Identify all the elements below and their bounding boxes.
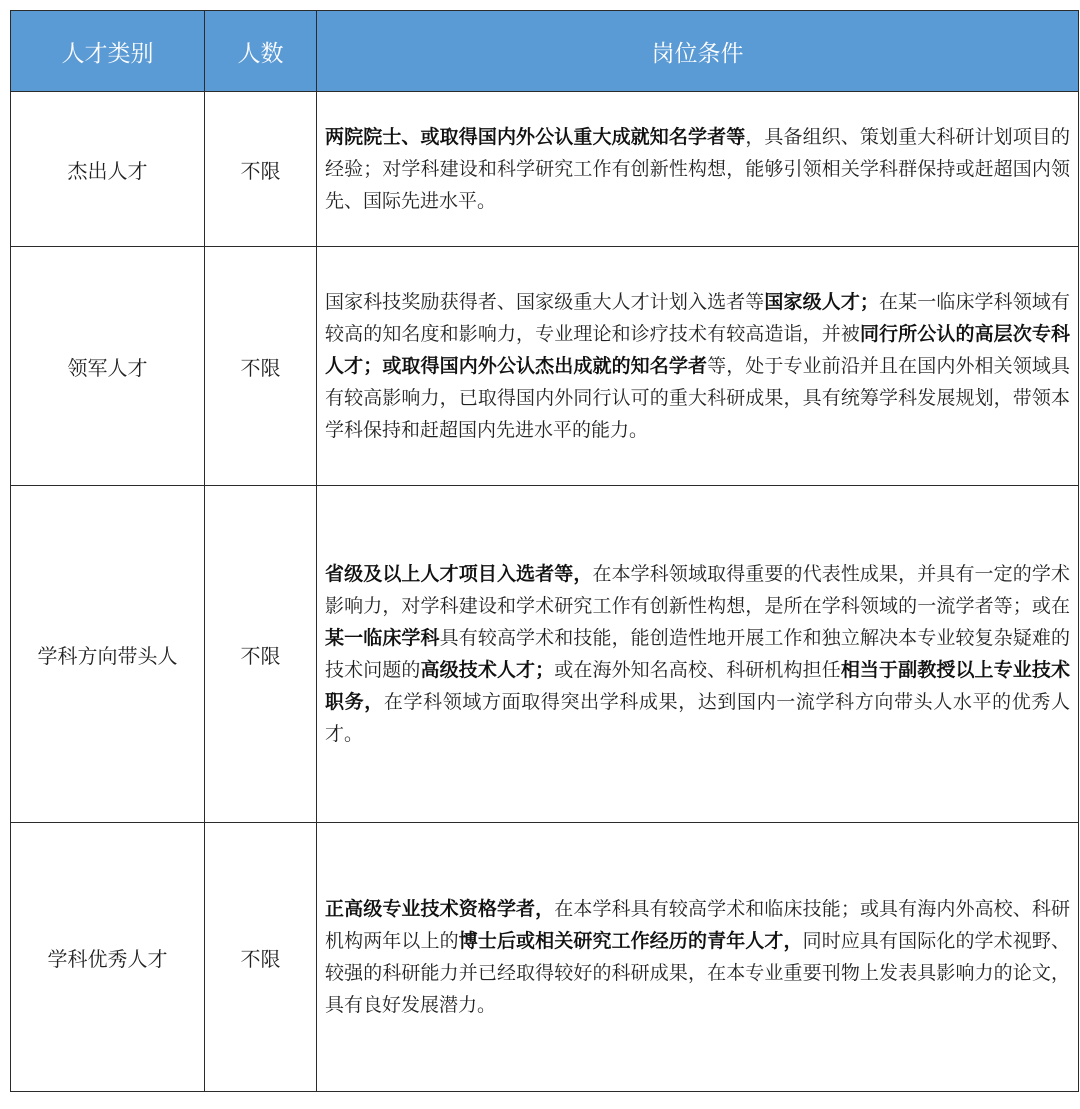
category-cell: 杰出人才 (11, 92, 205, 247)
condition-segment: 在本学科具有较高学术和临床技能；或具有海内外高校、科研机构两年以上的 (325, 898, 1070, 952)
condition-segment: 正高级专业技术资格学者， (325, 898, 555, 920)
condition-segment: 同行所公认的高层次专科人才；或取得国内外公认杰出成就的知名学者 (325, 323, 1070, 377)
category-cell: 学科方向带头人 (11, 486, 205, 823)
table-row (11, 486, 1079, 823)
condition-segment: 在学科领域方面取得突出学科成果，达到国内一流学科方向带头人水平的优秀人才。 (325, 691, 1070, 745)
condition-segment: 相当于副教授以上专业技术职务， (325, 659, 1070, 713)
talent-requirements-table (10, 10, 1079, 1092)
table-row (11, 92, 1079, 247)
condition-segment: 两院院士、或取得国内外公认重大成就知名学者等 (325, 126, 746, 148)
conditions-cell (317, 486, 1079, 823)
header-count: 人数 (205, 11, 317, 92)
count-cell: 不限 (205, 823, 317, 1092)
category-cell: 学科优秀人才 (11, 823, 205, 1092)
header-conditions: 岗位条件 (317, 11, 1079, 92)
table-header-row (11, 11, 1079, 92)
count-cell: 不限 (205, 486, 317, 823)
condition-segment: 国家科技奖励获得者、国家级重大人才计划入选者等 (325, 291, 765, 313)
count-cell: 不限 (205, 247, 317, 486)
condition-segment: 高级技术人才； (420, 659, 555, 681)
condition-segment: 同时应具有国际化的学术视野、较强的科研能力并已经取得较好的科研成果，在本专业重要刊物上发表具影响力的论文，具有良好发展潜力。 (325, 930, 1070, 1016)
condition-segment: 国家级人才； (764, 291, 879, 313)
conditions-cell (317, 92, 1079, 247)
condition-segment: 省级及以上人才项目入选者等， (325, 563, 593, 585)
conditions-cell (317, 247, 1079, 486)
condition-segment: 某一临床学科 (325, 627, 440, 649)
count-cell: 不限 (205, 92, 317, 247)
table-row (11, 247, 1079, 486)
condition-segment: 等，处于专业前沿并且在国内外相关领域具有较高影响力，已取得国内外同行认可的重大科研成果，具有统筹学科发展规划，带领本学科保持和赶超国内先进水平的能力。 (325, 355, 1070, 441)
condition-segment: 或在海外知名高校、科研机构担任 (554, 659, 841, 681)
condition-segment: 在本学科领域取得重要的代表性成果，并具有一定的学术影响力，对学科建设和学术研究工作有创新性构想，是所在学科领域的一流学者等；或在 (325, 563, 1070, 617)
table-row (11, 823, 1079, 1092)
condition-segment: 在某一临床学科领域有较高的知名度和影响力，专业理论和诊疗技术有较高造诣，并被 (325, 291, 1070, 345)
condition-segment: ，具备组织、策划重大科研计划项目的经验；对学科建设和科学研究工作有创新性构想，能够引领相关学科群保持或赶超国内领先、国际先进水平。 (325, 126, 1070, 212)
condition-segment: 具有较高学术和技能，能创造性地开展工作和独立解决本专业较复杂疑难的技术问题的 (325, 627, 1070, 681)
header-category: 人才类别 (11, 11, 205, 92)
conditions-cell (317, 823, 1079, 1092)
category-cell: 领军人才 (11, 247, 205, 486)
condition-segment: 博士后或相关研究工作经历的青年人才， (458, 930, 803, 952)
